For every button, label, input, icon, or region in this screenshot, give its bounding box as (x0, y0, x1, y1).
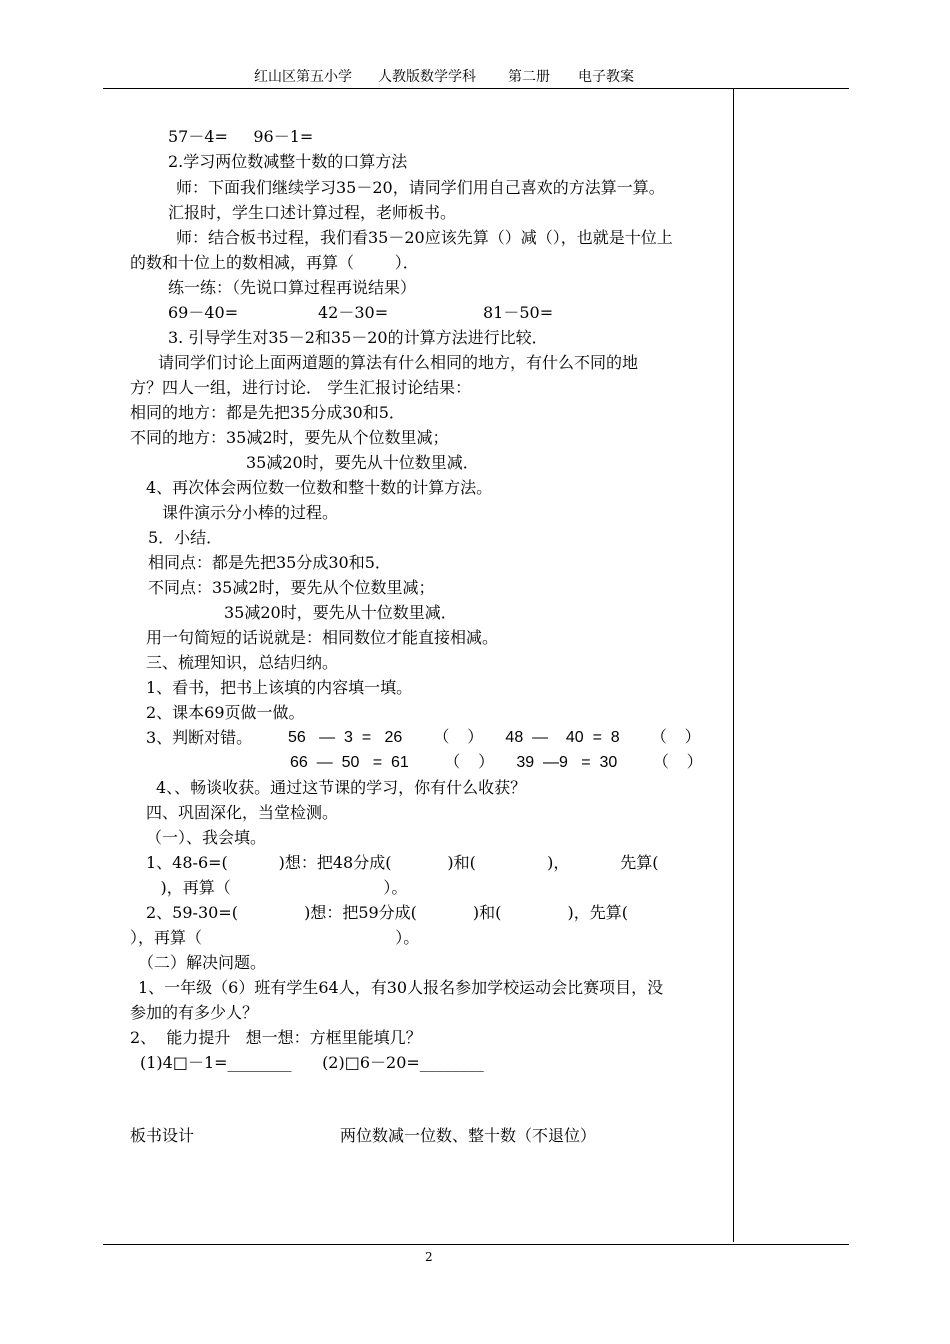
text-line: 四、巩固深化，当堂检测。 (146, 803, 339, 822)
header-subject: 人教版数学学科 (378, 69, 476, 85)
right-border-line (733, 88, 734, 1242)
text-line: 2、 能力提升 想一想：方框里能填几？ (130, 1028, 422, 1047)
footer-rule (103, 1244, 849, 1245)
text-line: 4、、畅谈收获。通过这节课的学习，你有什么收获？ (156, 778, 527, 797)
text-line: 3. 引导学生对35－2和35－20的计算方法进行比较． (168, 328, 548, 347)
text-line: 不同的地方：35减2时，要先从个位数里减； (130, 428, 449, 447)
text-line: 的数和十位上的数相减，再算（ ）． (130, 253, 419, 272)
text-line: 2、59-30=( )想：把59分成( )和( )，先算( (146, 903, 628, 922)
text-line: 2、课本69页做一做。 (146, 703, 305, 722)
text-line: 69－40= (168, 303, 239, 322)
text-line: 请同学们讨论上面两道题的算法有什么相同的地方，有什么不同的地 (158, 353, 639, 372)
header-school: 红山区第五小学 (254, 69, 352, 85)
header-rule (103, 88, 849, 89)
text-line: （一）、我会填。 (146, 828, 267, 847)
text-line: )，再算（ ）。 (130, 878, 408, 897)
text-line: 1、一年级（6）班有学生64人，有30人报名参加学校运动会比赛项目，没 (138, 978, 664, 997)
text-line: 参加的有多少人？ (130, 1003, 259, 1022)
text-line: 2.学习两位数减整十数的口算方法 (168, 152, 408, 171)
text-line: 5．小结． (148, 528, 223, 547)
page-number: 2 (425, 1250, 433, 1264)
text-line: 课件演示分小棒的过程。 (162, 503, 339, 522)
text-line: 练一练：（先说口算过程再说结果） (168, 278, 417, 297)
text-line: 方？四人一组，进行讨论． 学生汇报讨论结果： (130, 378, 472, 397)
page-header (0, 66, 950, 86)
text-line: 不同点：35减2时，要先从个位数里减； (148, 578, 435, 597)
text-line: 1、看书，把书上该填的内容填一填。 (146, 678, 413, 697)
text-line: 汇报时，学生口述计算过程，老师板书。 (168, 203, 457, 222)
text-line: 用一句简短的话说就是：相同数位才能直接相减。 (146, 628, 499, 647)
header-volume: 第二册 (508, 69, 550, 85)
text-line: 35减20时，要先从十位数里减． (224, 603, 457, 622)
board-design-label: 板书设计 (130, 1126, 195, 1145)
text-line: 35减20时，要先从十位数里减． (246, 453, 479, 472)
text-line: (1)4□－1=________ (2)□6－20=________ (140, 1053, 484, 1072)
text-line: 1、48-6=( )想：把48分成( )和( )， 先算( (146, 853, 659, 872)
text-line: ），再算（ ）。 (130, 928, 420, 947)
text-line: 66 — 50 = 61 （ ） 39 —9 = 30 （ ） (290, 754, 703, 771)
text-line: （二）解决问题。 (138, 953, 267, 972)
text-line: 57－4= 96－1= (168, 127, 314, 146)
text-line: 师：结合板书过程，我们看35－20应该先算（）减（），也就是十位上 (176, 228, 673, 247)
header-doc-type: 电子教案 (578, 69, 634, 85)
text-line: 相同的地方：都是先把35分成30和5． (130, 403, 405, 422)
text-line: 3、判断对错。 (146, 728, 253, 747)
text-line: 56 — 3 = 26 （ ） 48 — 40 = 8 （ ） (288, 729, 701, 746)
text-line: 师：下面我们继续学习35－20，请同学们用自己喜欢的方法算一算。 (176, 178, 665, 197)
text-line: 相同点：都是先把35分成30和5． (148, 553, 391, 572)
text-line: 81－50= (483, 303, 554, 322)
text-line: 4、再次体会两位数一位数和整十数的计算方法。 (146, 478, 493, 497)
text-line: 42－30= (318, 303, 389, 322)
text-line: 三、梳理知识，总结归纳。 (146, 653, 339, 672)
board-design-title: 两位数减一位数、整十数（不退位） (340, 1126, 597, 1145)
